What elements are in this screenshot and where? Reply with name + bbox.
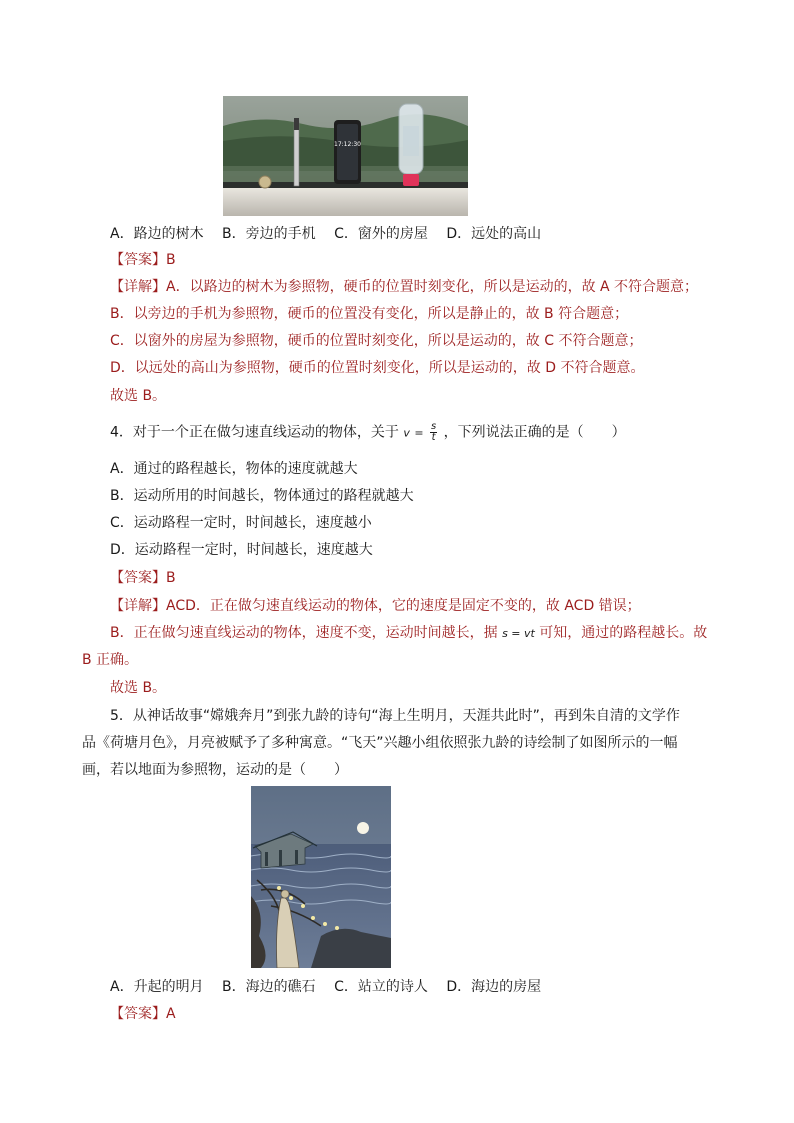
q4-detail-2-cont: B 正确。	[82, 652, 139, 668]
q5-answer-value: A	[166, 1006, 176, 1022]
q4-detail-1-text: ACD．正在做匀速直线运动的物体，它的速度是固定不变的，故 ACD 错误；	[166, 598, 641, 614]
q3-detail-d: D．以远处的高山为参照物，硬币的位置时刻变化，所以是运动的，故 D 不符合题意。	[110, 360, 645, 376]
q3-options	[110, 224, 555, 244]
q3-option-c: C．窗外的房屋	[334, 226, 428, 242]
q4-formula-v: v	[403, 426, 410, 440]
q3-detail-b: B．以旁边的手机为参照物，硬币的位置没有变化，所以是静止的，故 B 符合题意；	[110, 306, 629, 322]
q5-answer	[110, 1004, 176, 1024]
q4-formula-fraction	[430, 422, 437, 443]
q4-detail-label: 【详解】	[110, 598, 166, 614]
q4-option-a: A．通过的路程越长，物体的速度就越大	[110, 461, 358, 477]
q4-detail-2	[110, 623, 707, 644]
moon-painting	[251, 786, 391, 968]
q3-detail-c: C．以窗外的房屋为参照物，硬币的位置时刻变化，所以是运动的，故 C 不符合题意；	[110, 333, 643, 349]
q4-formula-num: s	[431, 421, 437, 432]
q4-detail-2-after: 可知，通过的路程越长。故	[539, 625, 708, 641]
q4-answer	[110, 568, 176, 588]
q5-option-b: B．海边的礁石	[222, 979, 316, 995]
q3-detail-a	[110, 277, 698, 297]
q5-stem-line-3: 画，若以地面为参照物，运动的是（ ）	[82, 762, 348, 778]
q3-option-a: A．路边的树木	[110, 226, 204, 242]
q3-conclusion: 故选 B。	[110, 388, 167, 404]
q5-answer-label: 【答案】	[110, 1006, 166, 1022]
q5-option-c: C．站立的诗人	[334, 979, 428, 995]
q4-stem	[110, 422, 626, 444]
q3-option-d: D．远处的高山	[446, 226, 542, 242]
q3-detail-a-text: A．以路边的树木为参照物，硬币的位置时刻变化，所以是运动的，故 A 不符合题意；	[166, 279, 699, 295]
q4-conclusion: 故选 B。	[110, 680, 167, 696]
q4-answer-label: 【答案】	[110, 570, 166, 586]
q4-option-b: B．运动所用的时间越长，物体通过的路程就越大	[110, 488, 414, 504]
q4-detail-1	[110, 596, 641, 616]
q4-stem-after: ，下列说法正确的是（ ）	[443, 424, 626, 441]
desk-photo	[223, 96, 468, 216]
q3-option-b: B．旁边的手机	[222, 226, 316, 242]
desk-photo-illustration	[223, 96, 468, 216]
q4-option-c: C．运动路程一定时，时间越长，速度越小	[110, 515, 372, 531]
q5-stem-line-2: 品《荷塘月色》，月亮被赋予了多种寓意。“飞天”兴趣小组依照张九龄的诗绘制了如图所示的一幅	[82, 735, 678, 751]
phone-clock: 17:12:30	[334, 141, 361, 148]
q3-answer-value: B	[166, 252, 176, 268]
q4-option-d: D．运动路程一定时，时间越长，速度越大	[110, 542, 373, 558]
q3-answer-label: 【答案】	[110, 252, 166, 268]
q4-answer-value: B	[166, 570, 176, 586]
q4-detail-2-formula: s = vt	[502, 627, 535, 640]
q5-option-a: A．升起的明月	[110, 979, 204, 995]
q5-option-d: D．海边的房屋	[446, 979, 542, 995]
q4-detail-2-before: B．正在做匀速直线运动的物体，速度不变，运动时间越长，据	[110, 625, 498, 641]
q4-formula-eq: =	[414, 426, 424, 440]
moon-painting-illustration	[251, 786, 391, 968]
q5-options	[110, 977, 555, 997]
q4-stem-before: 4．对于一个正在做匀速直线运动的物体，关于	[110, 424, 399, 441]
q4-formula-den: t	[431, 432, 436, 443]
q3-detail-label: 【详解】	[110, 279, 166, 295]
q3-answer	[110, 250, 176, 270]
q5-stem-line-1: 5．从神话故事“嫦娥奔月”到张九龄的诗句“海上生明月，天涯共此时”，再到朱自清的文学作	[110, 708, 680, 724]
